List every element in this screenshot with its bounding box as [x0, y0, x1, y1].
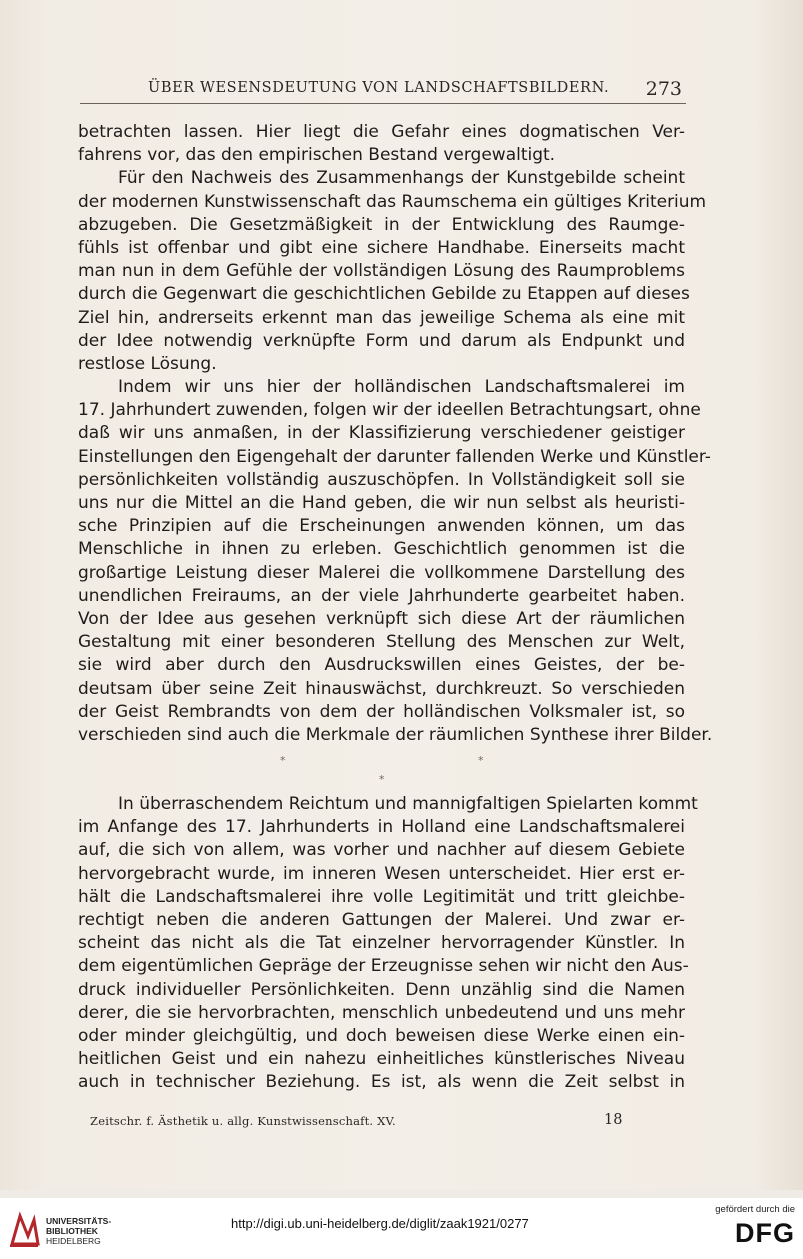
page-footer: [90, 1112, 650, 1132]
text-line: fahrens vor, das den empirischen Bestand vergewaltigt.: [78, 145, 556, 166]
university-library-logo[interactable]: [8, 1208, 118, 1250]
text-before-break: [78, 121, 713, 747]
logo-line: UNIVERSITÄTS-: [46, 1216, 112, 1226]
text-line: restlose Lösung.: [78, 353, 217, 374]
text-after-break: [78, 793, 698, 1094]
signature-mark: 18: [604, 1112, 623, 1128]
text-line: scheint das nicht als die Tat einzelner hervorragender Künstler. In: [78, 933, 685, 954]
text-line: auch in technischer Beziehung. Es ist, als wenn die Zeit selbst in: [78, 1072, 685, 1093]
text-line: heitlichen Geist und ein nahezu einheitliches künstlerisches Niveau: [78, 1049, 685, 1070]
text-line: daß wir uns anmaßen, in der Klassifizierung verschiedener geistiger: [78, 423, 685, 444]
page-number: 273: [645, 78, 682, 100]
text-line: auf, die sich von allem, was vorher und nachher auf diesem Gebiete: [78, 840, 685, 861]
text-line: großartige Leistung dieser Malerei die vollkommene Darstellung des: [78, 562, 685, 583]
text-line: uns nur die Mittel an die Hand geben, die wir nun selbst als heuristi-: [78, 493, 685, 513]
text-line: Ziel hin, andrerseits erkennt man das jeweilige Schema als eine mit: [78, 307, 685, 328]
text-line: der modernen Kunstwissenschaft das Raumschema ein gültiges Kriterium: [78, 191, 707, 212]
body-text: [78, 121, 713, 1095]
funder-caption: gefördert durch die: [715, 1204, 795, 1215]
text-line: man nun in dem Gefühle der vollständigen Lösung des Raumproblems: [78, 261, 685, 282]
text-line: In überraschendem Reichtum und mannigfaltigen Spielarten kommt: [118, 794, 698, 815]
text-line: durch die Gegenwart die geschichtlichen Gebilde zu Etappen auf dieses: [78, 284, 690, 305]
text-line: Gestaltung mit einer besonderen Stellung des Menschen zur Welt,: [78, 632, 685, 653]
text-line: sche Prinzipien auf die Erscheinungen anwenden können, um das: [78, 516, 685, 537]
text-line: abzugeben. Die Gesetzmäßigkeit in der Entwicklung des Raumge-: [78, 214, 685, 235]
text-line: der Geist Rembrandts von dem der holländischen Volksmaler ist, so: [78, 701, 685, 722]
permalink-url[interactable]: http://digi.ub.uni-heidelberg.de/diglit/zaak1921/0277: [231, 1216, 529, 1231]
asterisk: *: [280, 754, 286, 768]
heidelberg-lion-icon: [8, 1208, 40, 1250]
journal-source: Zeitschr. f. Ästhetik u. allg. Kunstwissenschaft. XV.: [90, 1114, 396, 1128]
header-rule: [80, 103, 686, 104]
text-line: oder minder gleichgültig, und doch beweisen diese Werke einen ein-: [78, 1025, 685, 1046]
text-line: hervorgebracht wurde, im inneren Wesen unterscheidet. Hier erst er-: [78, 863, 685, 884]
text-line: fühls ist offenbar und gibt eine sichere Handhabe. Einerseits macht: [78, 237, 685, 258]
asterisk: *: [379, 773, 385, 787]
text-line: der Idee notwendig verknüpfte Form und darum als Endpunkt und: [78, 330, 685, 351]
text-line: Von der Idee aus gesehen verknüpft sich diese Art der räumlichen: [78, 608, 685, 629]
logo-line: HEIDELBERG: [46, 1236, 101, 1246]
asterisk: *: [478, 754, 484, 768]
dfg-logo: DFG: [735, 1218, 795, 1248]
text-line: 17. Jahrhundert zuwenden, folgen wir der ideellen Betrachtungsart, ohne: [78, 400, 701, 421]
section-break: [78, 747, 685, 793]
text-line: rechtigt neben die anderen Gattungen der Malerei. Und zwar er-: [78, 910, 685, 930]
dfg-funder[interactable]: [705, 1204, 795, 1254]
text-line: dem eigentümlichen Gepräge der Erzeugnisse sehen wir nicht den Aus-: [78, 956, 689, 977]
text-line: sie wird aber durch den Ausdruckswillen eines Geistes, der be-: [78, 655, 685, 676]
text-line: persönlichkeiten vollständig auszuschöpfen. In Vollständigkeit soll sie: [78, 469, 685, 490]
logo-text: [46, 1216, 111, 1246]
text-line: verschieden sind auch die Merkmale der räumlichen Synthese ihrer Bilder.: [78, 724, 713, 745]
text-line: Menschliche in ihnen zu erleben. Geschichtlich genommen ist die: [78, 539, 685, 560]
text-line: im Anfange des 17. Jahrhunderts in Holland eine Landschaftsmalerei: [78, 817, 685, 838]
logo-line: BIBLIOTHEK: [46, 1226, 98, 1236]
page-header: [80, 78, 686, 104]
text-line: deutsam über seine Zeit hinauswächst, durchkreuzt. So verschieden: [78, 678, 685, 699]
bottom-bar: [0, 1198, 803, 1259]
running-title: ÜBER WESENSDEUTUNG VON LANDSCHAFTSBILDERN.: [148, 80, 610, 96]
text-line: hält die Landschaftsmalerei ihre volle Legitimität und tritt gleichbe-: [78, 886, 685, 907]
text-line: unendlichen Freiraums, an der viele Jahrhunderte gearbeitet haben.: [78, 585, 685, 606]
text-line: Einstellungen den Eigengehalt der darunter fallenden Werke und Künstler-: [78, 446, 711, 467]
text-line: druck individueller Persönlichkeiten. Denn unzählig sind die Namen: [78, 979, 685, 1000]
text-line: Indem wir uns hier der holländischen Landschaftsmalerei im: [118, 377, 685, 398]
text-line: derer, die sie hervorbrachten, menschlich unbedeutend und uns mehr: [78, 1002, 685, 1023]
text-line: betrachten lassen. Hier liegt die Gefahr eines dogmatischen Ver-: [78, 122, 685, 142]
text-line: Für den Nachweis des Zusammenhangs der Kunstgebilde scheint: [118, 168, 685, 189]
